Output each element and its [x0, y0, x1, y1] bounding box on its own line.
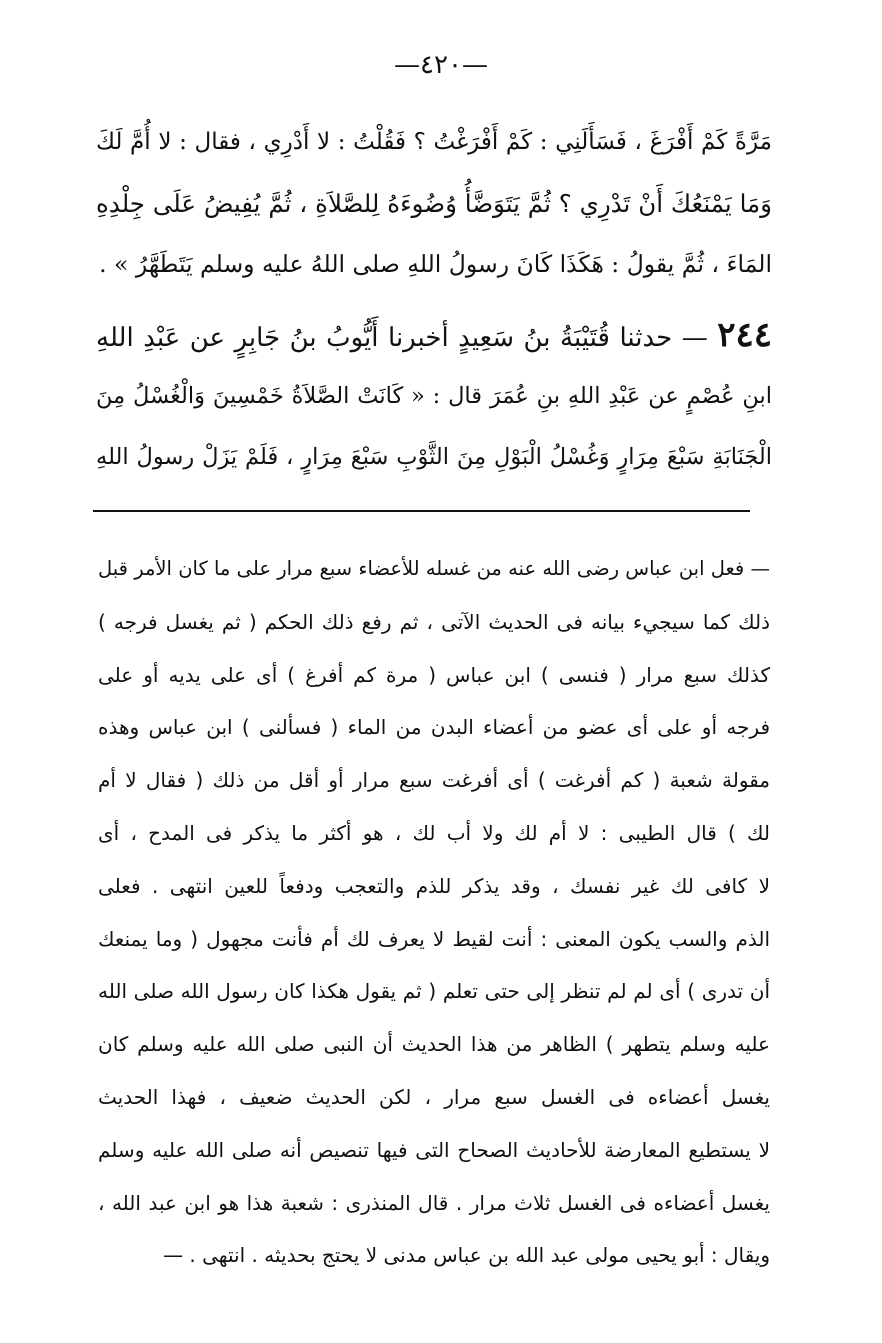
footnote-line: لك ) قال الطيبى : لا أم لك ولا أب لك ، هو أكثر ما يذكر فى المدح ، أى	[98, 820, 770, 845]
main-text	[96, 112, 772, 488]
footnote-line: أن تدرى ) أى لم لم تنظر إلى حتى تعلم ( ثم يقول هكذا كان رسول الله صلى الله	[98, 979, 770, 1004]
main-text-line: وَمَا يَمْنَعُكَ أَنْ تَدْرِي ؟ ثُمَّ يَتَوَضَّأُ وُضُوءَهُ لِلصَّلاَةِ ، ثُمَّ يُفِيضُ عَلَى جِلْدِهِ	[96, 189, 772, 218]
footnote-line: مقولة شعبة ( كم أفرغت ) أى أفرغت سبع مرار أو أقل من ذلك ( فقال لا أم	[98, 768, 770, 793]
hadith-line: ابنِ عُصْمٍ عن عَبْدِ اللهِ بنِ عُمَرَ قال : « كَانَتْ الصَّلاَةُ خَمْسِينَ وَالْغُسْلُ مِنَ	[96, 383, 772, 409]
footnote-line: يغسل أعضاءه فى الغسل سبع مرار ، لكن الحديث ضعيف ، فهذا الحديث	[98, 1084, 770, 1109]
main-text-line: المَاءَ ، ثُمَّ يقولُ : هَكَذَا كَانَ رسولُ اللهِ صلى اللهُ عليه وسلم يَتَطَهَّرُ » .	[99, 250, 772, 278]
hadith-line: الْجَنَابَةِ سَبْعَ مِرَارٍ وَغُسْلُ الْبَوْلِ مِنَ الثَّوْبِ سَبْعَ مِرَارٍ ، فَلَمْ يَزَلْ رسولُ اللهِ	[96, 444, 772, 470]
hadith-first-line	[96, 305, 772, 366]
footnote-line: — فعل ابن عباس رضى الله عنه من غسله للأعضاء سبع مرار على ما كان الأمر قبل	[98, 557, 770, 580]
hadith-line-text: — حدثنا قُتَيْبَةُ بنُ سَعِيدٍ أخبرنا أَيُّوبُ بنُ جَابِرٍ عن عَبْدِ اللهِ	[96, 323, 708, 353]
footnote-line: كذلك سبع مرار ( فنسى ) ابن عباس ( مرة كم أفرغ ) أى على يديه أو على	[98, 662, 770, 687]
main-text-line: مَرَّةً كَمْ أَفْرَغَ ، فَسَأَلَنِي : كَمْ أَفْرَغْتُ ؟ فَقُلْتُ : لا أَدْرِي ، فقال : لا أُمَّ لَكَ	[96, 129, 772, 155]
page-number: —٤٢٠—	[394, 50, 488, 80]
footnote-line: ذلك كما سيجيء بيانه فى الحديث الآتى ، ثم رفع ذلك الحكم ( ثم يغسل فرجه )	[98, 609, 770, 634]
footnote-line: يغسل أعضاءه فى الغسل ثلاث مرار . قال المنذرى : شعبة هذا هو ابن عبد الله ،	[98, 1190, 770, 1215]
footnote-line: ويقال : أبو يحيى مولى عبد الله بن عباس مدنى لا يحتج بحديثه . انتهى . —	[163, 1243, 770, 1268]
footnote-divider	[93, 510, 750, 512]
footnotes	[98, 543, 770, 1282]
footnote-line: عليه وسلم يتطهر ) الظاهر من هذا الحديث أن النبى صلى الله عليه وسلم كان	[98, 1032, 770, 1057]
hadith-number: ٢٤٤	[717, 315, 773, 355]
footnote-line: لا يستطيع المعارضة للأحاديث الصحاح التى فيها تنصيص أنه صلى الله عليه وسلم	[98, 1137, 770, 1162]
footnote-line: الذم والسب يكون المعنى : أنت لقيط لا يعرف لك أم فأنت مجهول ( وما يمنعك	[98, 926, 770, 951]
footnote-line: فرجه أو على أى عضو من أعضاء البدن من الماء ( فسألنى ) ابن عباس وهذه	[98, 715, 770, 740]
footnote-line: لا كافى لك غير نفسك ، وقد يذكر للذم والتعجب ودفعاً للعين انتهى . فعلى	[98, 873, 770, 898]
